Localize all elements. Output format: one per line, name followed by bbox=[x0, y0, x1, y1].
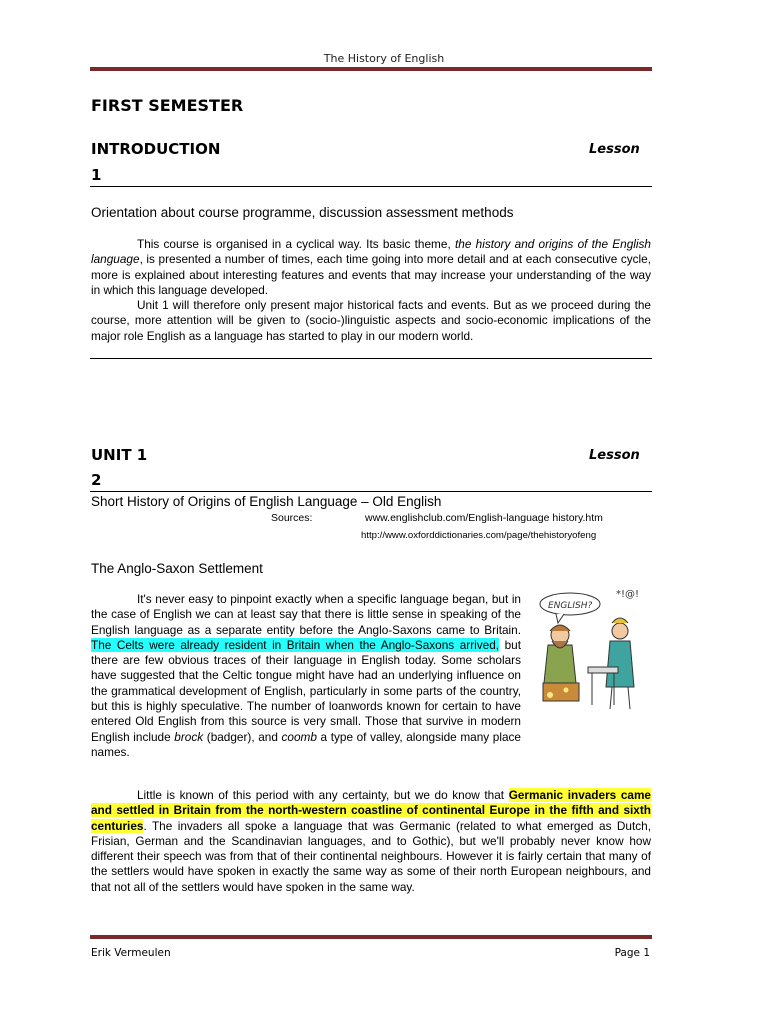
intro-theme-emphasis: the history and origins of the English language bbox=[91, 237, 651, 267]
sources-label: Sources: bbox=[271, 512, 313, 524]
unit-heading: UNIT 1 bbox=[91, 446, 148, 464]
cartoon-speech: ENGLISH? bbox=[548, 601, 593, 611]
settlement-paragraph-1 bbox=[91, 592, 521, 760]
intro-rule bbox=[90, 186, 652, 187]
settlement-paragraph-2 bbox=[91, 788, 651, 895]
header-rule bbox=[90, 67, 652, 71]
settlement-paragraph-2-text: Little is known of this period with any certainty, but we do know that Germanic invaders came and settled in Britain from the north-western coastline of continental Europe in the fifth and sixth centuries. The invaders all spoke a language that was Germanic (related to what emerged as Dutch, Frisian, German and the Scandinavian languages, and to Gothic), but we'll probably never know how different their speech was from that of their continental neighbours. However it is fairly certain that many of the settlers would have spoken in exactly the same way as some of their north European neighbours, and that not all of the settlers would have spoken in the same way. bbox=[91, 788, 651, 894]
unit-subtitle: Short History of Origins of English Language – Old English bbox=[91, 494, 442, 509]
footer-rule bbox=[90, 935, 652, 939]
source-link-2[interactable]: http://www.oxforddictionaries.com/page/thehistoryofeng bbox=[361, 530, 597, 541]
source-link-1[interactable]: www.englishclub.com/English-language history.htm bbox=[365, 512, 603, 524]
intro-paragraph-1: This course is organised in a cyclical way. Its basic theme, the history and origins of the English language, is presented a number of times, each time going into more detail and at each consecutive cycle, more is explained about interesting features and events that may increase your understanding of the way in which this language developed. bbox=[91, 237, 651, 297]
intro-lesson-number: 1 bbox=[91, 166, 102, 184]
footer-author: Erik Vermeulen bbox=[91, 947, 171, 959]
settlement-paragraph-1-text: It's never easy to pinpoint exactly when a specific language began, but in the case of English we can at least say that there is little sense in speaking of the English language as a separate entity before the Anglo-Saxons came to Britain. The Celts were already resident in Britain when the Anglo-Saxons arrived, but there are few obvious traces of their language in English today. Some scholars have suggested that the Celtic tongue might have had an underlying influence on the grammatical development of English, particularly in some parts of the country, but this is highly speculative. The number of loanwords known for certain to have entered Old English from this source is very small. Those that survive in modern English include brock (badger), and coomb a type of valley, alongside many place names. bbox=[91, 592, 521, 759]
cartoon-exclamation: *!@! bbox=[616, 589, 640, 600]
intro-subtitle: Orientation about course programme, discussion assessment methods bbox=[91, 205, 514, 220]
word-coomb: coomb bbox=[281, 729, 317, 744]
section-title-settlement: The Anglo-Saxon Settlement bbox=[91, 561, 263, 576]
intro-body bbox=[91, 237, 651, 344]
unit-lesson-number: 2 bbox=[91, 471, 102, 489]
highlight-celts: The Celts were already resident in Britain when the Anglo-Saxons arrived, bbox=[91, 637, 500, 652]
footer-page-number: Page 1 bbox=[614, 947, 650, 959]
running-header: The History of English bbox=[323, 52, 445, 65]
intro-paragraph-2: Unit 1 will therefore only present major historical facts and events. But as we proceed during the course, more attention will be given to (socio-)linguistic aspects and socio-economic implications of the major role English as a language has started to play in our modern world. bbox=[91, 298, 651, 343]
intro-end-rule bbox=[90, 358, 652, 359]
unit-lesson-label: Lesson bbox=[589, 448, 640, 463]
unit-rule bbox=[90, 491, 652, 492]
word-brock: brock bbox=[174, 729, 204, 744]
cartoon-illustration bbox=[528, 583, 653, 715]
intro-heading: INTRODUCTION bbox=[91, 140, 221, 158]
highlight-germanic: Germanic invaders came and settled in Britain from the north-western coastline of continental Europe in the fifth and sixth centuries bbox=[91, 788, 651, 833]
semester-heading: FIRST SEMESTER bbox=[91, 96, 244, 115]
intro-lesson-label: Lesson bbox=[589, 142, 640, 157]
